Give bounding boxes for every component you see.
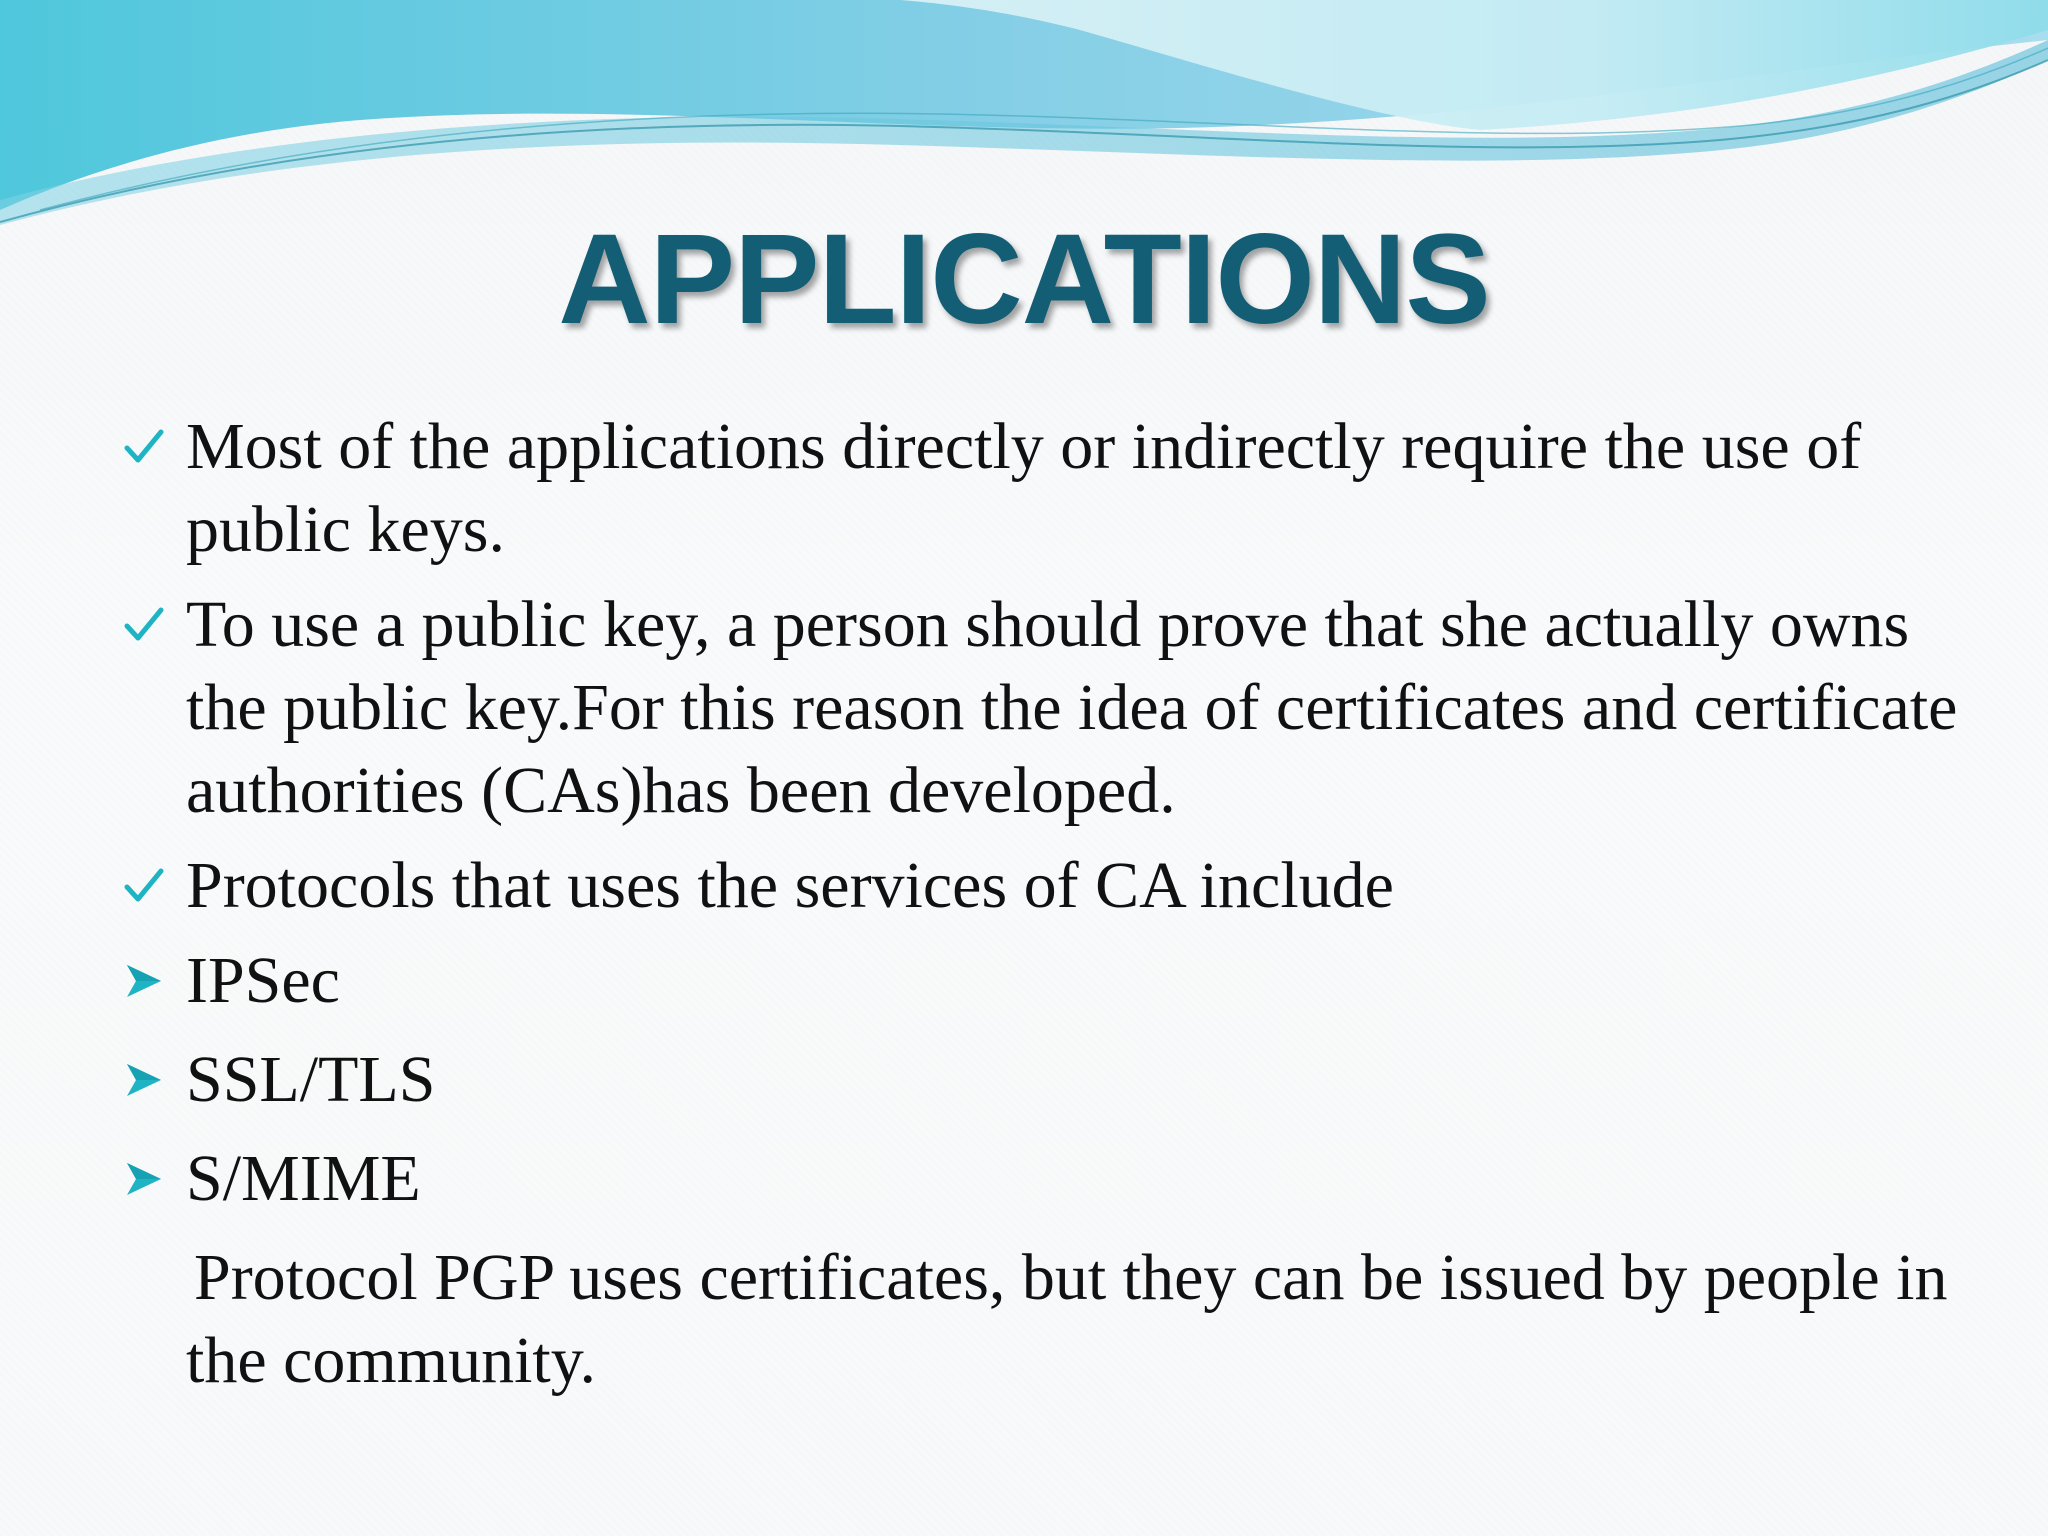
protocol-item [120,939,1980,1022]
protocol-item [120,1038,1980,1121]
bullet-item [120,844,1980,927]
protocol-text: S/MIME [186,1142,421,1215]
check-icon [124,844,178,927]
note-text: Protocol PGP uses certificates, but they can be issued by people in the community. [186,1241,1948,1397]
decorative-wave-header [0,0,2048,240]
protocol-item [120,1137,1980,1220]
protocol-text: SSL/TLS [186,1043,436,1116]
bullet-item [120,405,1980,571]
slide-title: APPLICATIONS [558,208,1490,351]
bullet-item [120,583,1980,832]
check-icon [124,583,178,666]
arrow-bullet-icon [124,939,178,1022]
bullet-text: Protocols that uses the services of CA include [186,849,1394,922]
arrow-bullet-icon [124,1137,178,1220]
arrow-bullet-icon [124,1038,178,1121]
pgp-note [120,1236,1980,1402]
bullet-text: Most of the applications directly or indirectly require the use of public keys. [186,410,1862,566]
bullet-text: To use a public key, a person should prove that she actually owns the public key.For this reason the idea of certificates and certificate authorities (CAs)has been developed. [186,588,1958,827]
protocol-text: IPSec [186,944,340,1017]
check-icon [124,405,178,488]
slide-content [120,405,1980,1402]
